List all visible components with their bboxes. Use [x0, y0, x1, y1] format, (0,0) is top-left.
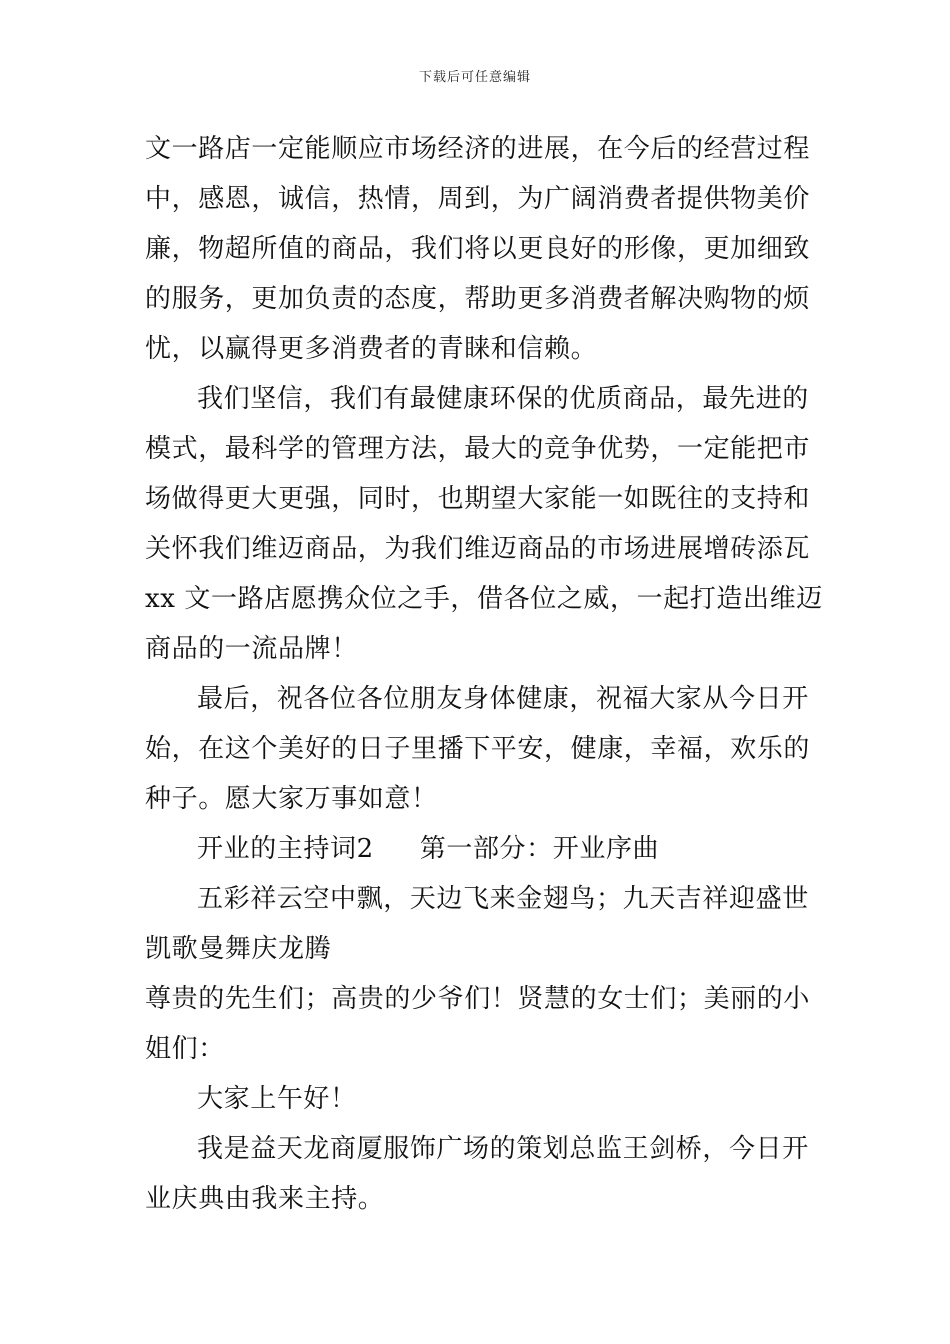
text-line: 最后，祝各位各位朋友身体健康，祝福大家从今日开 [197, 684, 809, 714]
text-line: 业庆典由我来主持。 [145, 1184, 385, 1214]
text-line: 五彩祥云空中飘，天边飞来金翅鸟；九天吉祥迎盛世 [197, 884, 809, 914]
text-line: 始，在这个美好的日子里播下平安，健康，幸福，欢乐的 [145, 734, 811, 764]
section-title: 开业的主持词2 [197, 834, 374, 864]
text-line: 凯歌曼舞庆龙腾 [145, 934, 332, 964]
text-line: 廉，物超所值的商品，我们将以更良好的形像，更加细致 [145, 234, 811, 264]
text-line: 我们坚信，我们有最健康环保的优质商品，最先进的 [197, 384, 809, 414]
text-line: 我是益天龙商厦服饰广场的策划总监王剑桥，今日开 [197, 1134, 809, 1164]
text-line: 姐们： [145, 1034, 225, 1064]
text-line: 忧，以赢得更多消费者的青睐和信赖。 [145, 334, 598, 364]
text-line: 文一路店一定能顺应市场经济的进展，在今后的经营过程 [145, 134, 811, 164]
section-subtitle: 第一部分：开业序曲 [419, 834, 660, 864]
text-line: 场做得更大更强，同时，也期望大家能一如既往的支持和 [145, 484, 811, 514]
text-line: 商品的一流品牌！ [145, 634, 358, 664]
text-line: xx 文一路店愿携众位之手，借各位之威，一起打造出维迈 [145, 584, 823, 614]
text-line: 关怀我们维迈商品，为我们维迈商品的市场进展增砖添瓦 [145, 534, 811, 564]
text-line: 中，感恩，诚信，热情，周到，为广阔消费者提供物美价 [145, 184, 811, 214]
section-heading [145, 824, 810, 874]
text-line: 的服务，更加负责的态度，帮助更多消费者解决购物的烦 [145, 284, 811, 314]
text-line: 种子。愿大家万事如意！ [145, 784, 438, 814]
text-line: 模式，最科学的管理方法，最大的竞争优势，一定能把市 [145, 434, 811, 464]
document-body [145, 124, 823, 1224]
text-line: 大家上午好！ [197, 1084, 357, 1114]
page-header: 下载后可任意编辑 [418, 70, 531, 85]
text-line: 尊贵的先生们；高贵的少爷们！贤慧的女士们；美丽的小 [145, 984, 811, 1014]
